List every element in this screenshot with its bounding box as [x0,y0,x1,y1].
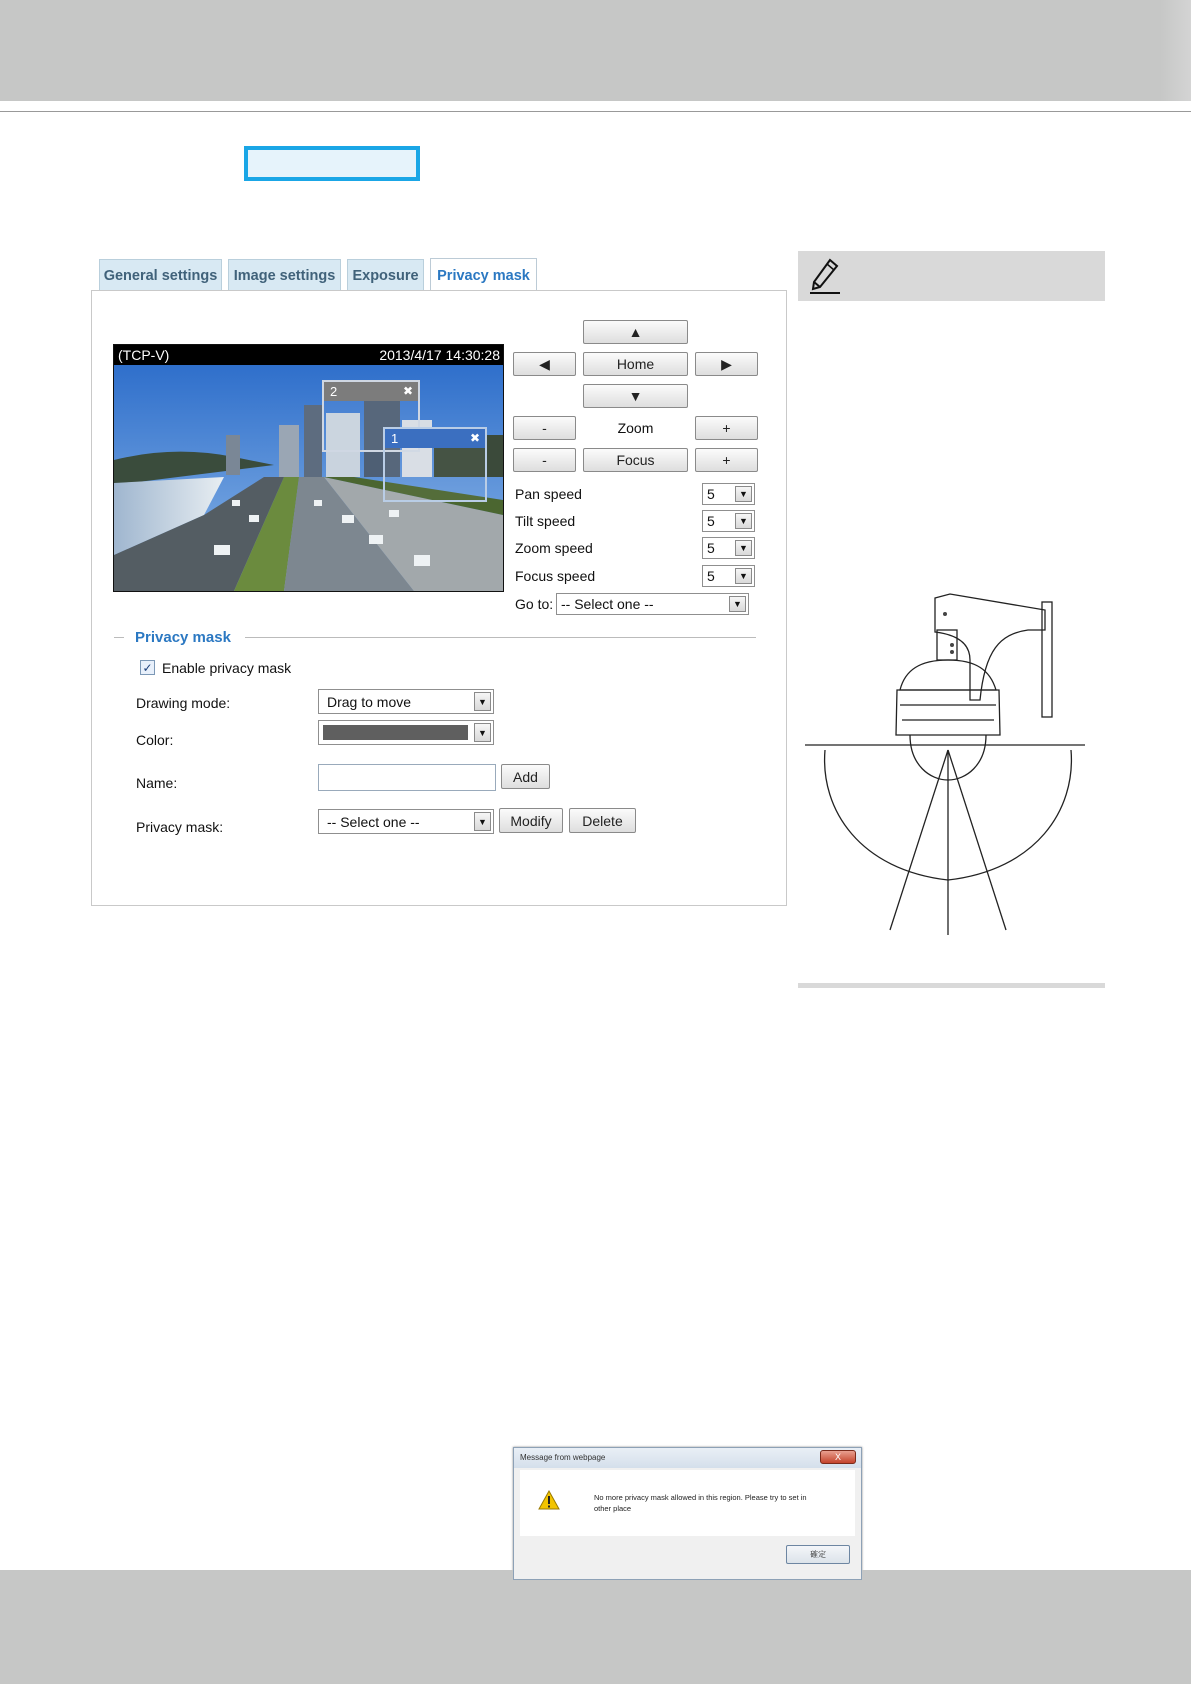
tilt-speed-value: 5 [707,513,715,529]
pan-left-button[interactable]: ◀ [513,352,576,376]
chevron-down-icon: ▼ [474,812,491,831]
privacy-mask-value: -- Select one -- [327,813,420,830]
zoom-label: Zoom [617,420,654,436]
privacy-mask-legend: Privacy mask [135,629,231,646]
mask-1-header[interactable] [385,429,485,448]
dialog-ok-button[interactable]: 確定 [786,1545,850,1564]
mask-2-label: 2 [330,384,338,399]
color-label: Color: [136,732,174,748]
drawing-mode-select[interactable] [318,689,494,714]
alert-dialog [513,1447,862,1579]
focus-near-button[interactable]: - [513,448,576,472]
header-band [0,0,1191,101]
goto-preset-value: -- Select one -- [561,596,654,612]
chevron-down-icon: ▼ [735,540,752,556]
focus-speed-select[interactable] [702,565,755,587]
header-rule [0,111,1191,112]
video-caption-bar [114,345,503,365]
tab-exposure[interactable]: Exposure [347,259,424,291]
dialog-close-button[interactable]: X [820,1450,856,1464]
enable-privacy-mask-checkbox[interactable]: ✓ [140,660,155,675]
zoom-speed-label: Zoom speed [515,540,593,556]
color-select[interactable] [318,720,494,745]
color-swatch [323,725,468,740]
dialog-message: No more privacy mask allowed in this region. Please try to set in other place [594,1493,807,1513]
header-accent [1160,0,1191,101]
drawing-mode-value: Drag to move [327,693,412,710]
home-button[interactable]: Home [583,352,688,376]
dialog-title: Message from webpage [514,1448,861,1468]
note-header [798,251,1105,301]
name-label: Name: [136,775,178,791]
goto-label: Go to: [515,596,554,612]
pan-speed-label: Pan speed [515,486,582,502]
mask-2-close-icon[interactable]: ✖ [402,384,413,398]
pan-speed-select[interactable] [702,483,755,505]
pan-down-button[interactable]: ▼ [583,384,688,408]
live-video[interactable] [113,344,504,592]
focus-speed-value: 5 [707,568,715,584]
tab-privacy-mask[interactable]: Privacy mask [430,258,537,292]
chevron-down-icon: ▼ [735,513,752,529]
delete-mask-button[interactable]: Delete [569,808,636,833]
tab-general-settings[interactable]: General settings [99,259,222,291]
goto-preset-select[interactable] [556,593,749,615]
ceiling-mount-camera-diagram [800,590,1090,940]
chevron-down-icon: ▼ [474,692,491,711]
zoom-out-button[interactable]: - [513,416,576,440]
privacy-mask-list-label: Privacy mask: [136,819,224,835]
section-heading-box [244,146,420,181]
fieldset-line-left [114,637,124,638]
privacy-mask-select[interactable] [318,809,494,834]
drawing-mode-label: Drawing mode: [136,695,231,711]
privacy-mask-window-1[interactable] [383,427,487,502]
enable-privacy-mask-label: Enable privacy mask [162,660,292,676]
zoom-in-button[interactable]: + [695,416,758,440]
pan-up-button[interactable]: ▲ [583,320,688,344]
focus-far-button[interactable]: + [695,448,758,472]
chevron-down-icon: ▼ [735,486,752,502]
mask-name-input[interactable] [318,764,496,791]
video-timestamp: 2013/4/17 14:30:28 [379,347,500,363]
focus-speed-label: Focus speed [515,568,596,584]
dialog-bottom-edge [513,1570,862,1580]
fieldset-line-right [245,637,756,638]
note-footer-rule [798,983,1105,988]
zoom-speed-select[interactable] [702,537,755,559]
mask-1-close-icon[interactable]: ✖ [469,431,480,445]
chevron-down-icon: ▼ [474,723,491,742]
warning-icon [538,1490,560,1510]
zoom-speed-value: 5 [707,540,715,556]
modify-mask-button[interactable]: Modify [499,808,563,833]
video-protocol: (TCP-V) [118,347,170,363]
tilt-speed-select[interactable] [702,510,755,532]
tilt-speed-label: Tilt speed [515,513,576,529]
chevron-down-icon: ▼ [735,568,752,584]
pan-speed-value: 5 [707,486,715,502]
auto-focus-button[interactable]: Focus [583,448,688,472]
tab-image-settings[interactable]: Image settings [228,259,341,291]
chevron-down-icon: ▼ [729,596,746,612]
footer-band [0,1570,1191,1684]
pan-right-button[interactable]: ▶ [695,352,758,376]
add-mask-button[interactable]: Add [501,764,550,789]
pencil-icon [808,257,842,295]
mask-1-label: 1 [391,431,399,446]
mask-2-header[interactable] [324,382,418,401]
